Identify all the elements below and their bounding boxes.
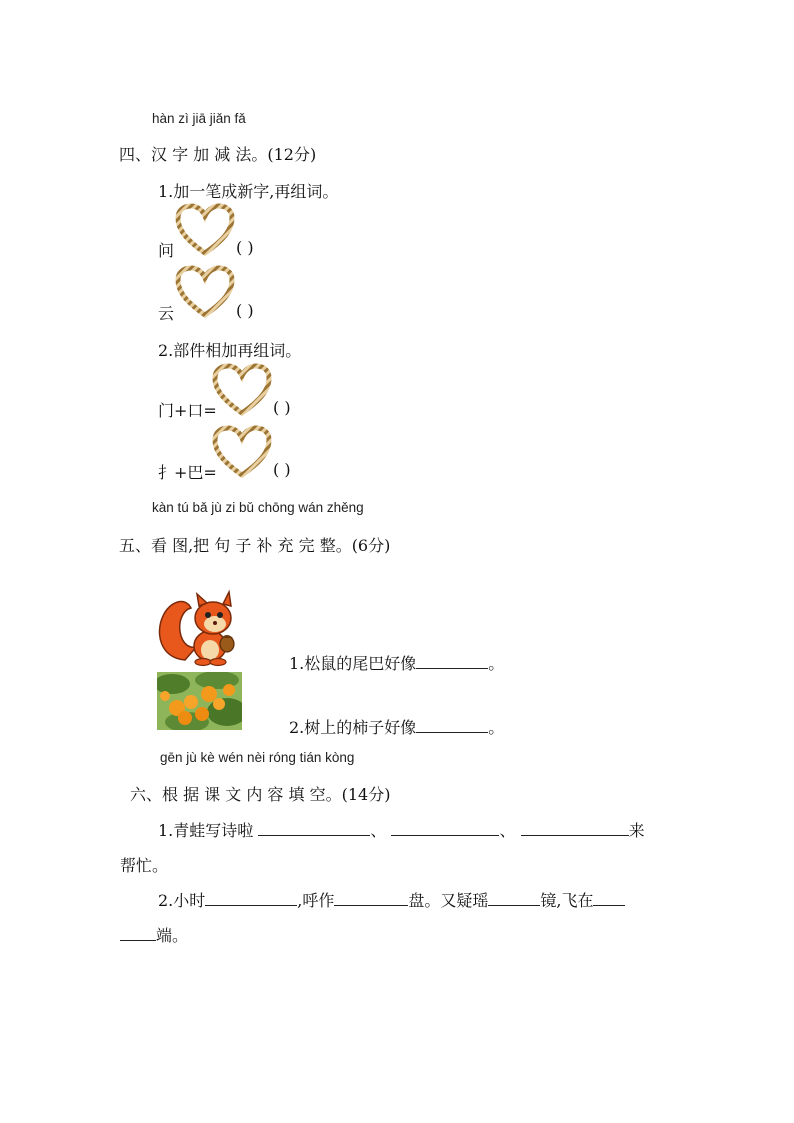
section4-q2-title: 2.部件相加再组词。 (158, 341, 302, 360)
section5-pinyin: kàn tú bǎ jù zi bǔ chōng wán zhěng (152, 500, 364, 515)
answer-blank[interactable] (258, 821, 370, 836)
section4-q1-title: 1.加一笔成新字,再组词。 (158, 182, 339, 201)
section5-heading: 五、看 图,把 句 子 补 充 完 整。(6分) (119, 536, 391, 555)
section6-q1-c: 帮忙。 (120, 856, 169, 875)
answer-blank[interactable] (416, 654, 488, 669)
section6-pinyin: gēn jù kè wén nèi róng tián kòng (160, 750, 355, 765)
section5-q1-text: 1.松鼠的尾巴好像 (289, 654, 417, 673)
answer-blank[interactable] (391, 821, 499, 836)
answer-blank[interactable] (521, 821, 629, 836)
squirrel-image (155, 588, 245, 668)
q2-expr-2: 扌+巴= (158, 463, 217, 482)
section6-q2-cont (120, 923, 188, 946)
section6-q2-d: 镜,飞在 (540, 891, 594, 910)
answer-paren-1[interactable]: ( ) (236, 238, 254, 257)
section5-q1 (289, 651, 504, 674)
section6-q2-a: 2.小时 (158, 891, 206, 910)
section4-heading: 四、汉 字 加 减 法。(12分) (119, 145, 317, 164)
answer-paren-4[interactable]: ( ) (273, 460, 291, 479)
section6-q2-e: 端。 (156, 926, 189, 945)
answer-blank[interactable] (334, 891, 408, 906)
heart-frame-icon (175, 203, 235, 257)
heart-frame-icon (175, 265, 235, 319)
section6-q2-c: 盘。又疑瑶 (408, 891, 489, 910)
answer-paren-2[interactable]: ( ) (236, 301, 254, 320)
separator: 、 (370, 821, 387, 840)
heart-frame-icon (212, 425, 272, 479)
section5-q2 (289, 715, 504, 738)
q1-char-1: 问 (158, 241, 175, 260)
section5-q1-end: 。 (488, 654, 505, 673)
answer-blank[interactable] (593, 891, 625, 906)
section5-q2-end: 。 (488, 718, 505, 737)
persimmon-tree-photo (157, 672, 242, 730)
section6-q2 (158, 888, 625, 911)
q1-char-2: 云 (158, 304, 175, 323)
section5-q2-text: 2.树上的柿子好像 (289, 718, 417, 737)
section4-pinyin: hàn zì jiā jiǎn fǎ (152, 111, 246, 126)
section6-q2-b: ,呼作 (297, 891, 335, 910)
separator: 、 (499, 821, 516, 840)
section6-q1-b: 来 (628, 821, 645, 840)
section6-q1-a: 1.青蛙写诗啦 (158, 821, 254, 840)
answer-blank[interactable] (488, 891, 540, 906)
answer-blank[interactable] (120, 926, 156, 941)
heart-frame-icon (212, 363, 272, 417)
section6-heading: 六、根 据 课 文 内 容 填 空。(14分) (130, 785, 391, 804)
answer-blank[interactable] (416, 718, 488, 733)
answer-blank[interactable] (205, 891, 297, 906)
answer-paren-3[interactable]: ( ) (273, 398, 291, 417)
section6-q1 (158, 818, 645, 841)
q2-expr-1: 门+口= (158, 401, 217, 420)
